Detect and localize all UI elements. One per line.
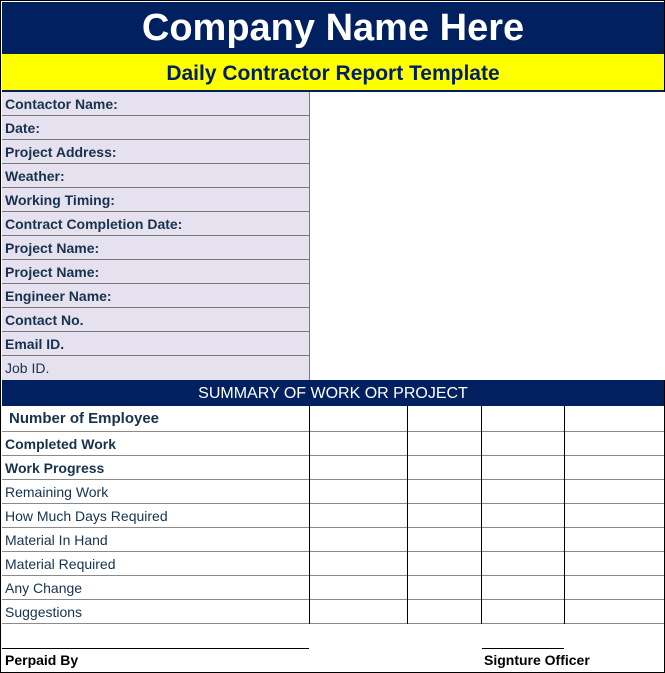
summary-row-label: Remaining Work xyxy=(5,484,109,500)
summary-row-label: Work Progress xyxy=(5,460,105,476)
column-divider xyxy=(309,406,310,624)
column-divider xyxy=(564,406,565,624)
summary-heading: SUMMARY OF WORK OR PROJECT xyxy=(2,380,664,406)
info-contract-completion-date: Contract Completion Date: xyxy=(2,212,309,236)
info-engineer-name: Engineer Name: xyxy=(2,284,309,308)
info-value-area[interactable] xyxy=(309,92,665,380)
signature-officer-label: Signture Officer xyxy=(484,652,590,668)
prepared-by-signature-line xyxy=(2,648,309,649)
summary-row-label: How Much Days Required xyxy=(5,508,168,524)
summary-row-label: Material In Hand xyxy=(5,532,108,548)
info-contact-no: Contact No. xyxy=(2,308,309,332)
column-divider xyxy=(481,406,482,624)
company-name: Company Name Here xyxy=(2,2,664,54)
info-weather: Weather: xyxy=(2,164,309,188)
summary-row-label: Material Required xyxy=(5,556,116,572)
info-job-id: Job ID. xyxy=(2,356,309,380)
summary-row-label: Completed Work xyxy=(5,436,116,452)
info-contractor-name: Contactor Name: xyxy=(2,92,309,116)
info-date: Date: xyxy=(2,116,309,140)
prepared-by-label: Perpaid By xyxy=(5,652,79,668)
summary-row-label: Any Change xyxy=(5,580,83,596)
report-title: Daily Contractor Report Template xyxy=(2,54,664,92)
summary-row-label: Suggestions xyxy=(5,604,83,620)
info-project-name-2: Project Name: xyxy=(2,260,309,284)
info-project-name: Project Name: xyxy=(2,236,309,260)
officer-signature-line xyxy=(482,648,564,649)
info-working-timing: Working Timing: xyxy=(2,188,309,212)
summary-row-label: Number of Employee xyxy=(9,410,160,427)
info-project-address: Project Address: xyxy=(2,140,309,164)
info-email-id: Email ID. xyxy=(2,332,309,356)
column-divider xyxy=(407,406,408,624)
